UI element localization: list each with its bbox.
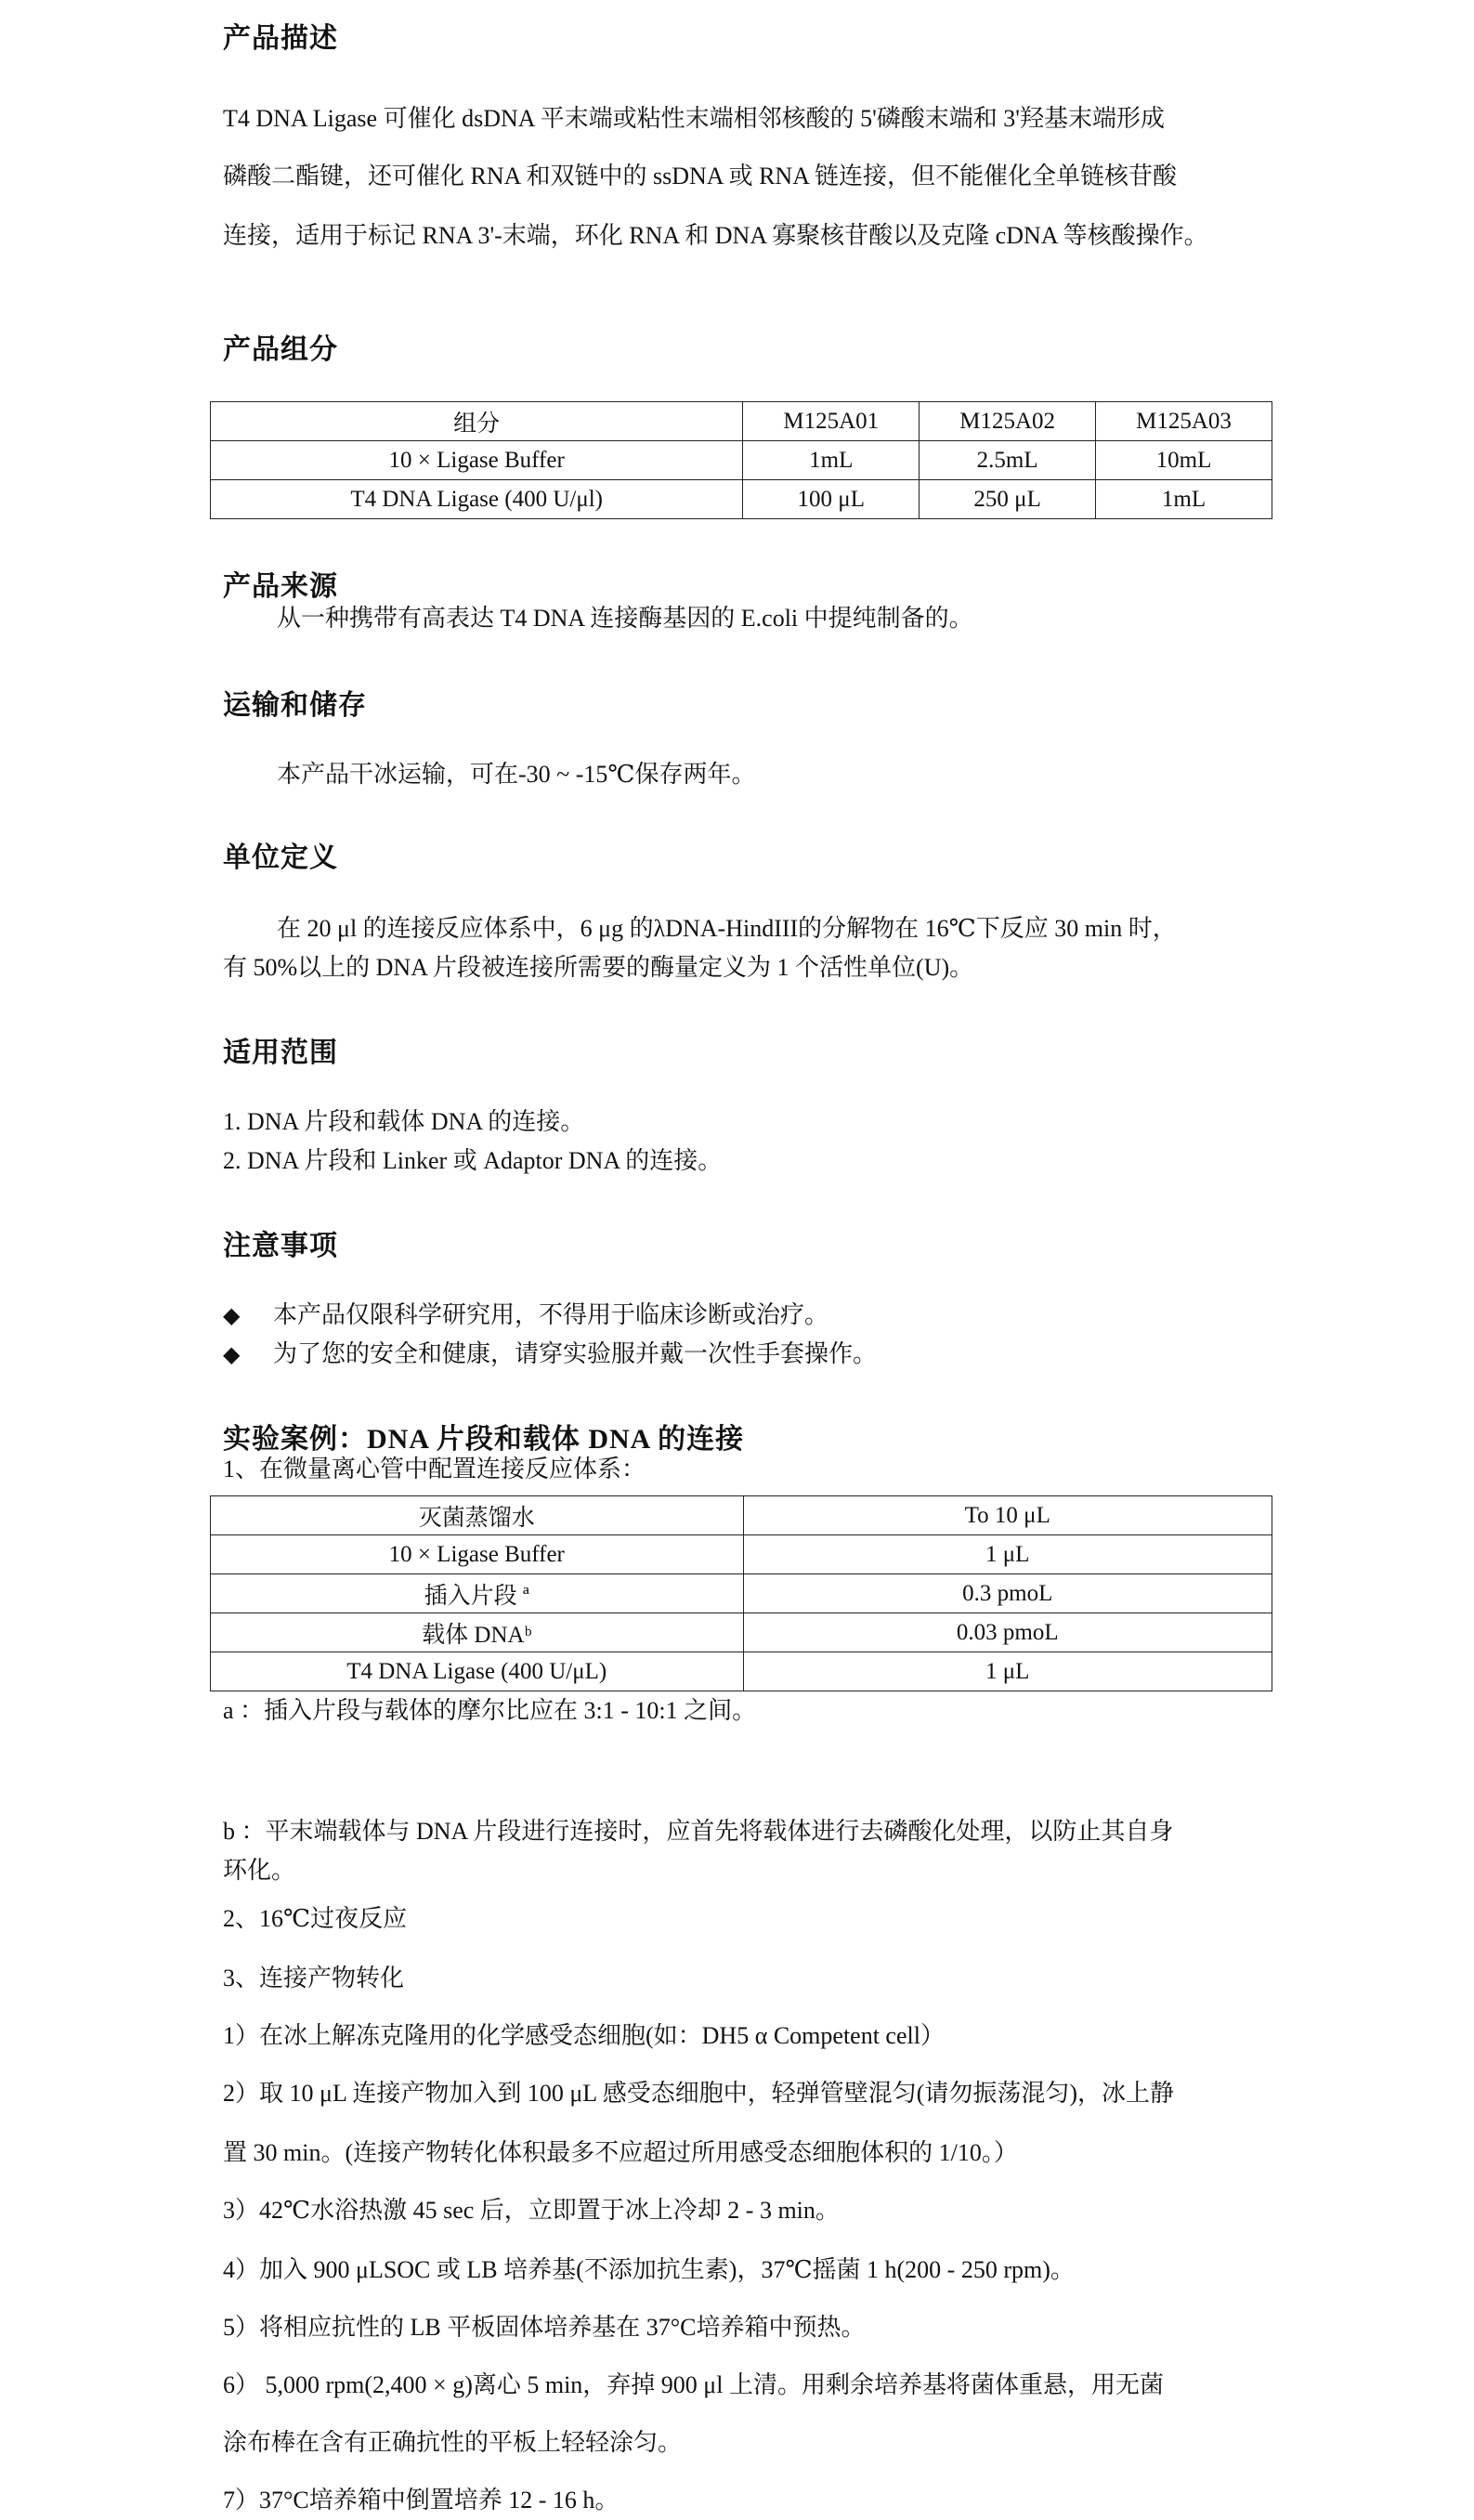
table-row (211, 1652, 1272, 1691)
table-header-cell: 组分 (211, 402, 743, 441)
substep: 2）取 10 μL 连接产物加入到 100 μL 感受态细胞中，轻弹管壁混匀(请勿振荡混匀)，冰上静 (223, 2080, 1175, 2107)
substep: 5）将相应抗性的 LB 平板固体培养基在 37°C培养箱中预热。 (223, 2314, 866, 2341)
table-cell: 插入片段 ª (211, 1574, 744, 1613)
diamond-bullet-icon: ◆ (223, 1304, 241, 1328)
scope-item: 2. DNA 片段和 Linker 或 Adaptor DNA 的连接。 (223, 1147, 723, 1174)
step-2: 2、16℃过夜反应 (223, 1905, 408, 1932)
substep: 涂布棒在含有正确抗性的平板上轻轻涂匀。 (223, 2429, 683, 2456)
substep: 7）37°C培养箱中倒置培养 12 - 16 h。 (223, 2487, 620, 2513)
components-table (210, 401, 1272, 519)
description-line: 连接，适用于标记 RNA 3'-末端，环化 RNA 和 DNA 寡聚核苷酸以及克隆 cDNA 等核酸操作。 (223, 222, 1208, 249)
source-text: 从一种携带有高表达 T4 DNA 连接酶基因的 E.coli 中提纯制备的。 (277, 605, 973, 632)
table-header-cell: M125A02 (920, 402, 1096, 441)
unit-line: 有 50%以上的 DNA 片段被连接所需要的酶量定义为 1 个活性单位(U)。 (223, 954, 974, 981)
substep: 3）42℃水浴热激 45 sec 后，立即置于冰上冷却 2 - 3 min。 (223, 2197, 840, 2224)
notes-item (223, 1339, 877, 1370)
description-line: T4 DNA Ligase 可催化 dsDNA 平末端或粘性末端相邻核酸的 5'磷酸末端和 3'羟基末端形成 (223, 105, 1165, 132)
notes-item-text: 为了您的安全和健康，请穿实验服并戴一次性手套操作。 (273, 1340, 878, 1367)
table-row (211, 480, 1272, 519)
table-cell: 1 μL (743, 1535, 1272, 1574)
notes-item (223, 1300, 828, 1331)
table-row (211, 1496, 1272, 1535)
table-cell: 载体 DNAᵇ (211, 1613, 744, 1652)
section-title-example: 实验案例：DNA 片段和载体 DNA 的连接 (223, 1424, 745, 1455)
footnote-b: b ：平末端载体与 DNA 片段进行连接时，应首先将载体进行去磷酸化处理，以防止其自身 (223, 1818, 1174, 1845)
footnote-b: 环化。 (223, 1857, 296, 1884)
table-cell: 10 × Ligase Buffer (211, 1535, 744, 1574)
section-title-components: 产品组分 (223, 334, 338, 365)
section-title-unit: 单位定义 (223, 842, 338, 873)
table-cell: 250 μL (920, 480, 1096, 519)
step-1: 1、在微量离心管中配置连接反应体系： (223, 1456, 646, 1482)
unit-line: 在 20 μl 的连接反应体系中，6 μg 的λDNA-HindIII的分解物在 16℃下反应 30 min 时， (277, 915, 1177, 942)
section-title-notes: 注意事项 (223, 1231, 338, 1261)
table-row (211, 1613, 1272, 1652)
table-cell: 10mL (1096, 441, 1272, 480)
table-row (211, 1535, 1272, 1574)
description-line: 磷酸二酯键，还可催化 RNA 和双链中的 ssDNA 或 RNA 链连接，但不能催化全单链核苷酸 (223, 163, 1178, 189)
section-title-storage: 运输和储存 (223, 690, 367, 721)
table-header-cell: M125A01 (743, 402, 920, 441)
section-title-description: 产品描述 (223, 23, 338, 54)
notes-item-text: 本产品仅限科学研究用，不得用于临床诊断或治疗。 (273, 1301, 829, 1328)
reaction-table (210, 1495, 1272, 1691)
table-row (211, 441, 1272, 480)
table-cell: 0.03 pmoL (743, 1613, 1272, 1652)
table-cell: 2.5mL (920, 441, 1096, 480)
table-header-cell: M125A03 (1096, 402, 1272, 441)
substep: 4）加入 900 μLSOC 或 LB 培养基(不添加抗生素)，37℃摇菌 1 h(200 - 250 rpm)。 (223, 2256, 1075, 2283)
table-row (211, 1574, 1272, 1613)
table-cell: 0.3 pmoL (743, 1574, 1272, 1613)
scope-item: 1. DNA 片段和载体 DNA 的连接。 (223, 1108, 585, 1135)
table-cell: 1 μL (743, 1652, 1272, 1691)
storage-text: 本产品干冰运输，可在-30 ~ -15℃保存两年。 (277, 761, 756, 788)
substep: 置 30 min。(连接产物转化体积最多不应超过所用感受态细胞体积的 1/10。） (223, 2139, 1018, 2166)
substep: 1）在冰上解冻克隆用的化学感受态细胞(如：DH5 α Competent cell） (223, 2022, 945, 2049)
table-cell: T4 DNA Ligase (400 U/μl) (211, 480, 743, 519)
substep: 6） 5,000 rpm(2,400 × g)离心 5 min，弃掉 900 μl 上清。用剩余培养基将菌体重悬，用无菌 (223, 2371, 1164, 2398)
table-cell: To 10 μL (743, 1496, 1272, 1535)
table-cell: 10 × Ligase Buffer (211, 441, 743, 480)
step-3: 3、连接产物转化 (223, 1965, 405, 1991)
table-header-row (211, 402, 1272, 441)
section-title-scope: 适用范围 (223, 1038, 338, 1068)
table-cell: 灭菌蒸馏水 (211, 1496, 744, 1535)
table-cell: 1mL (1096, 480, 1272, 519)
section-title-source: 产品来源 (223, 571, 338, 602)
footnote-a: a ：插入片段与载体的摩尔比应在 3:1 - 10:1 之间。 (223, 1697, 757, 1724)
table-cell: 1mL (743, 441, 920, 480)
table-cell: 100 μL (743, 480, 920, 519)
table-cell: T4 DNA Ligase (400 U/μL) (211, 1652, 744, 1691)
diamond-bullet-icon: ◆ (223, 1343, 241, 1367)
